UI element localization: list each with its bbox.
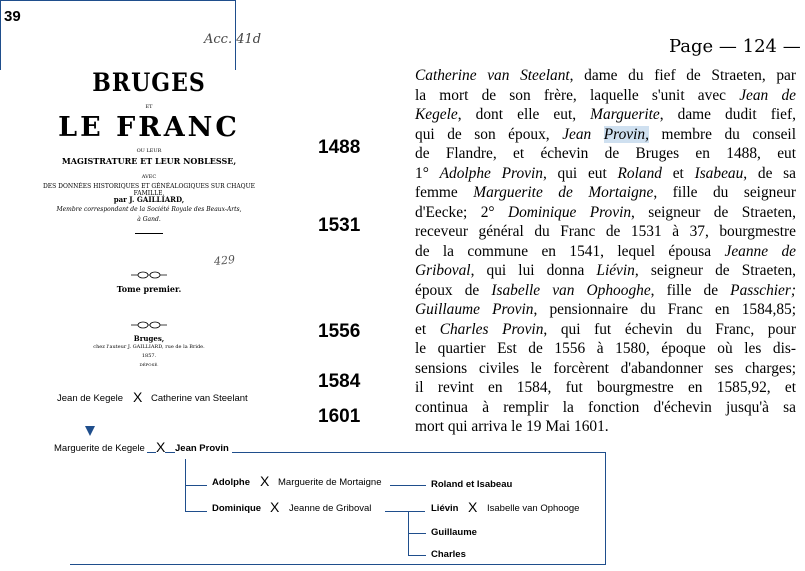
text-segment: , qui eut [542, 164, 618, 182]
cover-depose: DÉPOSÉ. [139, 362, 159, 367]
text-segment: Charles Provin [439, 320, 544, 338]
text-segment: Jeanne de [724, 242, 796, 260]
text-segment: , pensionnaire du Franc en 1584,85; [533, 301, 796, 318]
cover-ornament-icon [131, 270, 167, 280]
text-line [415, 378, 796, 398]
text-segment: , dame dudit fief, [659, 106, 796, 123]
tree-marriage-x: X [260, 473, 270, 489]
tree-marriage-x: X [133, 389, 143, 405]
text-line [415, 66, 796, 86]
text-segment: membre du conseil [648, 125, 796, 143]
text-line [415, 144, 796, 164]
text-segment: , dame du fief de Straeten, par [569, 67, 796, 84]
text-segment: il revint en 1584, fut bourgmestre en 1585,92, et [415, 379, 796, 396]
tree-generation-1-frame [0, 0, 236, 70]
text-segment: Catherine van Steelant [415, 67, 570, 84]
tree-charles: Charles [431, 549, 466, 560]
text-segment: Liévin [596, 262, 635, 279]
cover-title-le-franc: LE FRANC [58, 112, 240, 143]
cover-publisher: chez l'auteur J. GAILLIARD, rue de la Bride. [93, 344, 205, 350]
text-segment: de la commune en 1541, lequel épousa [415, 242, 725, 260]
book-cover [30, 62, 268, 377]
tree-jean-provin: Jean Provin [175, 443, 232, 454]
cover-avec: AVEC [141, 174, 157, 180]
cover-member: Membre correspondant de la Société Royale des Beaux-Arts, [56, 206, 242, 213]
tree-arrow-down-icon [84, 424, 96, 438]
text-segment: Dominique Provin [507, 203, 632, 221]
tree-jeanne-de-griboval: Jeanne de Griboval [289, 503, 372, 514]
text-segment: , fille de [650, 281, 731, 299]
text-segment: Griboval [415, 262, 471, 279]
text-line [415, 339, 796, 359]
text-line [415, 242, 796, 262]
text-segment: et [415, 320, 440, 338]
tree-line [605, 452, 606, 565]
cover-title-bruges: BRUGES [92, 68, 206, 98]
text-segment: époux de [415, 281, 492, 299]
tree-catherine-van-steelant: Catherine van Steelant [151, 393, 248, 404]
text-line [415, 300, 796, 320]
text-segment: mort qui arriva le 19 Mai 1601. [415, 418, 609, 435]
year-1488: 1488 [318, 137, 361, 158]
tree-line [390, 485, 426, 486]
cover-year: 1857. [141, 353, 157, 359]
cover-description: DES DONNÉES HISTORIQUES ET GÉNÉALOGIQUES SUR CHAQUE FAMILLE, [42, 183, 256, 197]
page-number-badge: 39 [4, 8, 21, 25]
text-segment: Guillaume Provin [415, 301, 534, 318]
cover-city: à Gand. [137, 216, 161, 223]
tree-marriage-x: X [468, 499, 478, 515]
text-line [415, 398, 796, 418]
cover-ou-leur: OU LEUR [136, 148, 162, 154]
text-line [415, 417, 796, 437]
text-segment: d'Eecke; 2° [415, 203, 508, 221]
genealogy-text [415, 66, 796, 437]
text-segment: Roland [617, 164, 662, 182]
accession-note: Acc. 41d [204, 32, 262, 47]
cover-et: ET [145, 104, 153, 110]
tree-lievin: Liévin [431, 503, 459, 514]
text-line [415, 320, 796, 340]
text-segment: Marguerite de Mortaigne [473, 184, 654, 201]
tree-line [408, 533, 426, 534]
text-line [415, 164, 796, 184]
text-segment: continua à remplir la fonction d'échevin jusqu'à sa [415, 398, 796, 416]
year-1556: 1556 [318, 321, 361, 342]
text-segment: la mort de son frère, laquelle s'unit avec [415, 86, 740, 104]
text-segment: Adolphe Provin [439, 164, 543, 182]
text-segment: Isabelle van Ophooghe [491, 281, 651, 299]
text-segment: femme [415, 184, 474, 201]
tree-roland-et-isabeau: Roland et Isabeau [431, 479, 513, 490]
text-segment: , qui lui donna [470, 262, 597, 279]
cover-tome: Tome premier. [116, 284, 182, 294]
text-line [415, 203, 796, 223]
tree-line [70, 452, 606, 453]
text-segment: Jean [562, 125, 604, 143]
text-segment: qui de son époux, [415, 125, 563, 143]
tree-marriage-x: X [156, 439, 166, 455]
tree-dominique: Dominique [212, 503, 262, 514]
text-segment: , de sa [743, 164, 796, 182]
cover-subtitle: MAGISTRATURE ET LEUR NOBLESSE, [61, 156, 237, 166]
year-1584: 1584 [318, 371, 361, 392]
text-segment: receveur général du Franc de 1531 à 37, bourgmestre [415, 223, 796, 240]
text-segment: sensions civiles le forcèrent d'abandonner ses charges; [415, 359, 796, 377]
text-line [415, 281, 796, 301]
tree-jean-de-kegele: Jean de Kegele [57, 393, 124, 404]
tree-line [385, 511, 425, 512]
text-segment: Marguerite [590, 106, 660, 123]
cover-handwritten-number: 429 [213, 252, 236, 269]
tree-marguerite-de-kegele: Marguerite de Kegele [54, 443, 145, 454]
text-segment: , seigneur de Straeten, [631, 203, 796, 221]
tree-guillaume: Guillaume [431, 527, 477, 538]
text-segment: et [661, 164, 695, 182]
text-line [415, 86, 796, 106]
text-segment: , fille du seigneur [653, 184, 797, 201]
text-line [415, 359, 796, 379]
tree-line [408, 555, 426, 556]
tree-line [70, 564, 606, 565]
text-segment: , seigneur de Straeten, [634, 262, 796, 279]
text-segment: Jean de [739, 86, 796, 104]
year-1531: 1531 [318, 215, 361, 236]
text-segment: Isabeau [694, 164, 744, 182]
tree-marriage-x: X [270, 499, 280, 515]
page-label: Page — 124 — [669, 36, 801, 57]
text-segment: le quartier Est de 1556 à 1580, époque où les dis- [415, 340, 796, 357]
cover-rule [135, 233, 163, 234]
tree-isabelle-van-ophooge: Isabelle van Ophooge [487, 503, 580, 514]
text-line [415, 183, 796, 203]
year-1601: 1601 [318, 406, 361, 427]
cover-author: par J. GAILLIARD, [113, 195, 185, 204]
tree-marguerite-de-mortaigne: Marguerite de Mortaigne [278, 477, 382, 488]
text-line [415, 261, 796, 281]
tree-line [185, 511, 207, 512]
cover-ornament-icon [131, 320, 167, 330]
text-line [415, 125, 796, 145]
text-line [415, 105, 796, 125]
text-segment: de Flandre, et échevin de Bruges en 1488, eut [415, 145, 796, 162]
text-segment: , dont elle eut, [457, 106, 591, 123]
tree-adolphe: Adolphe [212, 477, 250, 488]
tree-line [185, 485, 207, 486]
text-segment: Provin, [603, 125, 649, 143]
text-segment: Passchier; [730, 281, 796, 299]
cover-publisher-city: Bruges, [133, 334, 165, 343]
text-segment: , qui fut échevin du Franc, pour [543, 320, 796, 338]
text-line [415, 222, 796, 242]
text-segment: 1° [415, 164, 440, 182]
text-segment: Kegele [415, 106, 458, 123]
